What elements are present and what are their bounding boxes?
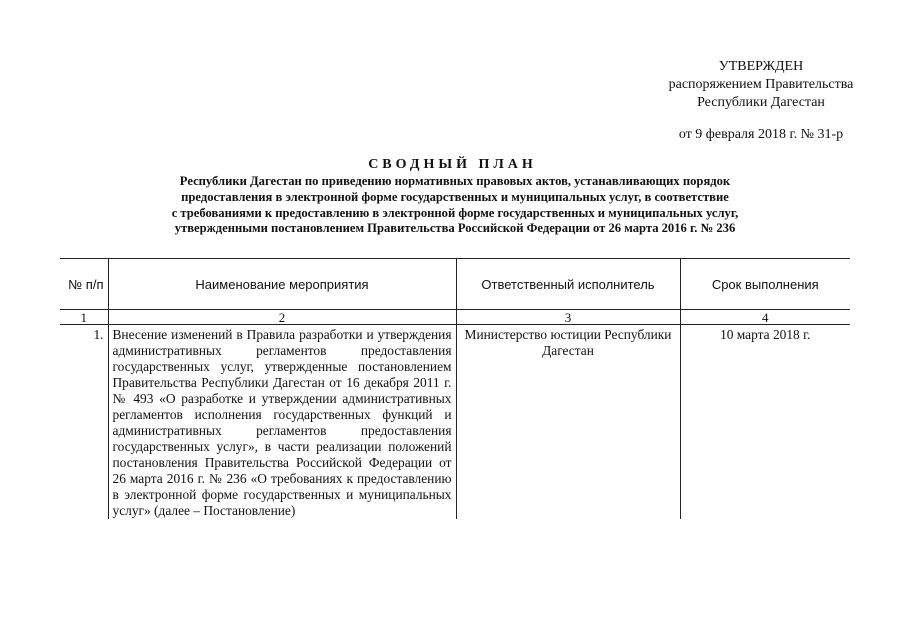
column-number-1: 1 bbox=[60, 310, 108, 325]
header-number: № п/п bbox=[60, 259, 108, 310]
column-number-3: 3 bbox=[456, 310, 680, 325]
header-activity: Наименование мероприятия bbox=[108, 259, 456, 310]
row-executor: Министерство юстиции Республики Дагестан bbox=[456, 325, 680, 520]
plan-table bbox=[60, 258, 850, 519]
approval-by: распоряжением Правительства bbox=[668, 77, 854, 92]
approval-government: Республики Дагестан bbox=[697, 95, 825, 110]
document-subtitle bbox=[60, 174, 850, 237]
column-number-4: 4 bbox=[680, 310, 850, 325]
header-deadline: Срок выполнения bbox=[680, 259, 850, 310]
subtitle-line-3: с требованиями к предоставлению в электронной форме государственных и муниципальных услуг, bbox=[171, 205, 739, 220]
table-row bbox=[60, 325, 850, 520]
header-executor: Ответственный исполнитель bbox=[456, 259, 680, 310]
subtitle-line-4: утвержденными постановлением Правительства Российской Федерации от 26 марта 2016 г. № 236 bbox=[174, 221, 736, 236]
column-number-2: 2 bbox=[108, 310, 456, 325]
approval-stamp bbox=[636, 58, 886, 144]
approval-heading: УТВЕРЖДЕН bbox=[718, 59, 804, 74]
document-title: СВОДНЫЙ ПЛАН bbox=[368, 157, 537, 172]
row-number: 1. bbox=[60, 325, 108, 520]
table-header-row bbox=[60, 259, 850, 310]
column-number-row bbox=[60, 310, 850, 325]
approval-date: от 9 февраля 2018 г. № 31-р bbox=[678, 127, 844, 142]
subtitle-line-2: предоставления в электронной форме государственных и муниципальных услуг, в соответствие bbox=[181, 189, 729, 204]
row-deadline: 10 марта 2018 г. bbox=[680, 325, 850, 520]
row-activity: Внесение изменений в Правила разработки и утверждения административных регламентов предоставления государственных услуг, утвержденные постановлением Правительства Республики Дагестан от 16 декабря 2011 г. № 493 «О разработке и утверждении административных регламентов исполнения государственных функций и административных регламентов предоставления государственных услуг», в части реализации положений постановления Правительства Российской Федерации от 26 марта 2016 г. № 236 «О требованиях к предоставлению в электронной форме государственных и муниципальных услуг» (далее – Постановление) bbox=[108, 325, 456, 520]
subtitle-line-1: Республики Дагестан по приведению нормативных правовых актов, устанавливающих порядок bbox=[179, 174, 731, 188]
